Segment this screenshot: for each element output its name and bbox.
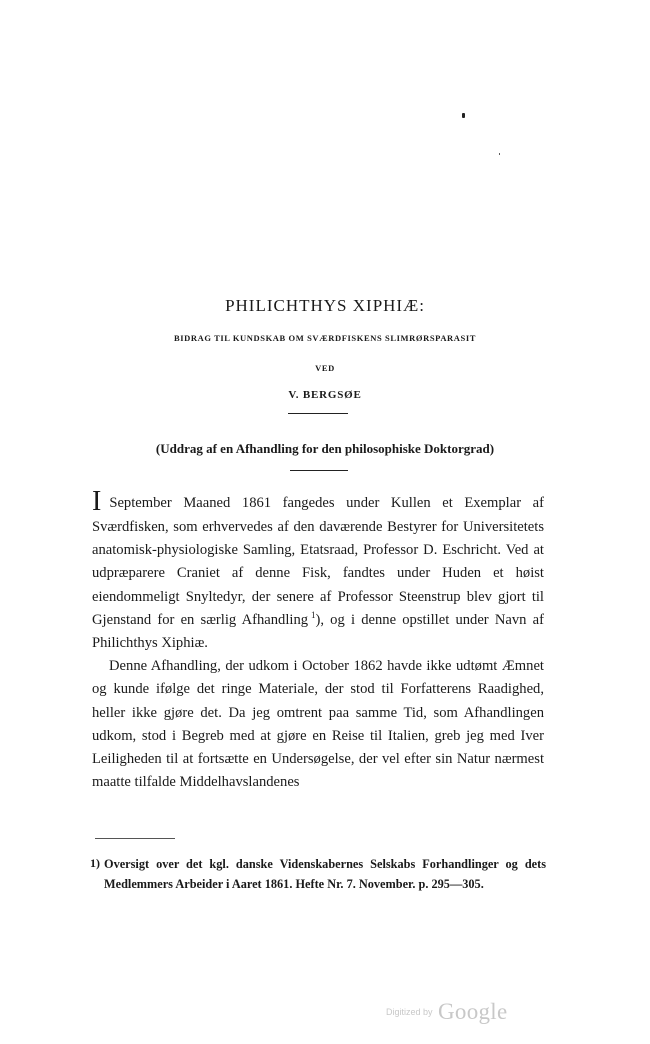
ink-speck [462, 113, 465, 118]
paragraph-1-text-end: ), og i denne opstillet under Navn af Philichthys Xiphiæ. [92, 611, 544, 652]
excerpt-note: (Uddrag af en Afhandling for den philosophiske Doktorgrad) [155, 441, 495, 456]
digitized-watermark [386, 999, 586, 1025]
divider-rule [290, 470, 348, 471]
paragraph-1 [92, 488, 544, 655]
footnote [90, 854, 546, 894]
article-title: PHILICHTHYS XIPHIÆ: [225, 296, 425, 315]
divider-rule [288, 413, 348, 414]
author-name: V. BERGSØE [288, 389, 362, 401]
body-text [92, 488, 544, 794]
drop-cap: I [92, 486, 102, 517]
paragraph-1-text: September Maaned 1861 fangedes under Kullen et Exemplar af Sværdfisken, som erhvervedes af den daværende Bestyrer for Universitetets anatomisk-physiologiske Samling, Etatsraad, Professor D. Eschricht. Ved at udpræparere Craniet af denne Fisk, fandtes under Huden et høist eiendommeligt Snyltedyr, der senere af Professor Steenstrup blev gjort til Gjenstand for en særlig Afhandling [92, 495, 544, 628]
footnote-marker: 1) [90, 856, 100, 870]
footnote-reference: 1 [310, 609, 316, 620]
footnote-text: Oversigt over det kgl. danske Videnskabernes Selskabs Forhandlinger og dets Medlemmers Arbeider i Aaret 1861. Hefte Nr. 7. November. p. 295—305. [104, 857, 546, 891]
footnote-separator [95, 838, 175, 839]
article-subtitle: BIDRAG TIL KUNDSKAB OM SVÆRDFISKENS SLIMRØRSPARASIT [173, 333, 477, 343]
paragraph-2: Denne Afhandling, der udkom i October 1862 havde ikke udtømt Æmnet og kunde ifølge det ringe Materiale, der stod til Forfatterens Raadighed, heller ikke gjøre det. Da jeg omtrent paa samme Tid, som Afhandlingen udkom, stod i Begreb med at gjøre en Reise til Italien, greb jeg med Iver Leiligheden til at fortsætte en Undersøgelse, der vel efter sin Natur nærmest maatte tilfalde Middelhavslandenes [92, 658, 544, 791]
byline-connector: VED [315, 363, 335, 373]
google-logo: Google [437, 999, 508, 1024]
watermark-prefix: Digitized by [386, 1007, 433, 1017]
ink-speck [499, 153, 500, 155]
